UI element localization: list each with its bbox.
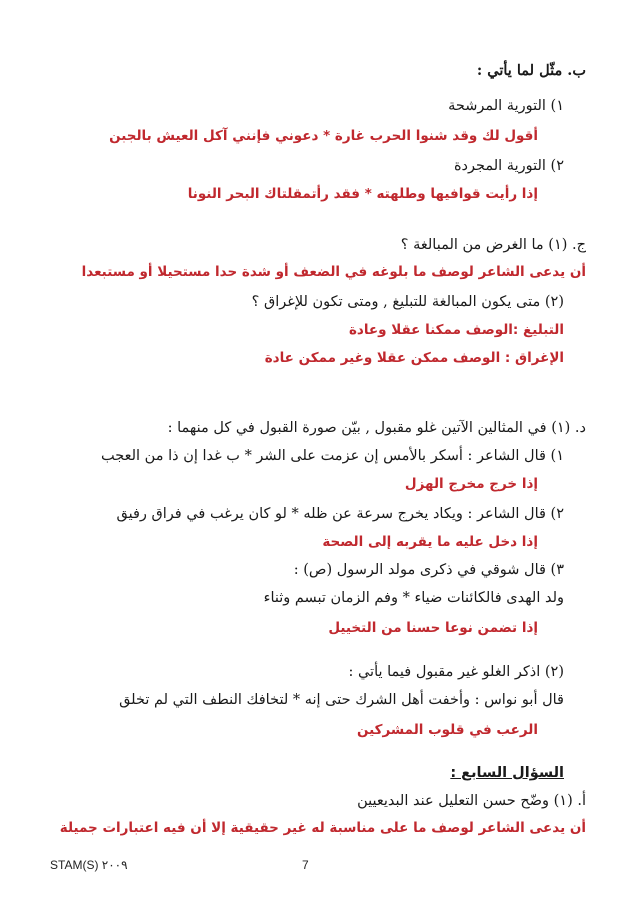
section-d-example-3: ٣) قال شوقي في ذكرى مولد الرسول (ص) : <box>293 562 564 578</box>
section-b-item1-answer: أقول لك وقد شنوا الحرب غارة * دعوني فإنني آكل العيش بالجبن <box>109 128 538 144</box>
section-j-answer-2-line2: الإغراق : الوصف ممكن عقلا وغير ممكن عادة <box>264 350 564 366</box>
section-d-question-2-answer: الرعب في قلوب المشركين <box>357 722 538 738</box>
section-d-example-1-answer: إذا خرج مخرج الهزل <box>404 476 538 492</box>
question-seven-part-a: أ. (١) وضّح حسن التعليل عند البديعيين <box>357 793 586 809</box>
section-d-example-1: ١) قال الشاعر : أسكر بالأمس إن عزمت على الشر * ب غدا إن ذا من العجب <box>101 448 564 464</box>
section-d-example-3-answer: إذا تضمن نوعا حسنا من التخييل <box>328 620 538 636</box>
question-seven-part-a-answer: أن يدعى الشاعر لوصف ما على مناسبة له غير حقيقية إلا أن فيه اعتبارات جميلة <box>59 820 586 836</box>
footer-code: STAM(S) ٢٠٠٩ <box>50 858 128 872</box>
section-d-example-2: ٢) قال الشاعر : ويكاد يخرج سرعة عن ظله * لو كان يرغب في فراق رفيق <box>116 506 564 522</box>
section-d-example-2-answer: إذا دخل عليه ما يقربه إلى الصحة <box>322 534 538 550</box>
section-j-answer-1: أن يدعى الشاعر لوصف ما بلوغه في الضعف أو شدة حدا مستحيلا أو مستبعدا <box>81 264 586 280</box>
section-d-question-2: (٢) اذكر الغلو غير مقبول فيما يأتي : <box>348 664 564 680</box>
section-j-question-2: (٢) متى يكون المبالغة للتبليغ , ومتى تكون للإغراق ؟ <box>251 294 564 310</box>
section-b-item2-answer: إذا رأيت قوافيها وطلهته * فقد رأتمقلتاك البحر النونا <box>187 186 538 202</box>
section-j-answer-2-line1: التبليغ :الوصف ممكنا عقلا وعادة <box>348 322 564 338</box>
section-j-question-1: ج. (١) ما الغرض من المبالغة ؟ <box>400 237 586 253</box>
question-seven-heading: السؤال السابع : <box>450 765 564 781</box>
section-d-question-1: د. (١) في المثالين الآتين غلو مقبول , بيّن صورة القبول في كل منهما : <box>167 420 586 436</box>
section-d-example-3-verse: ولد الهدى فالكائنات ضياء * وفم الزمان تبسم وثناء <box>263 590 564 606</box>
page-number: 7 <box>302 858 309 872</box>
section-b-heading: ب. مثّل لما يأتي : <box>476 62 586 79</box>
section-d-question-2-verse: قال أبو نواس : وأخفت أهل الشرك حتى إنه * لتخافك النطف التي لم تخلق <box>119 692 564 708</box>
section-b-item2-label: ٢) التورية المجردة <box>453 158 564 174</box>
section-b-item1-label: ١) التورية المرشحة <box>448 98 564 114</box>
